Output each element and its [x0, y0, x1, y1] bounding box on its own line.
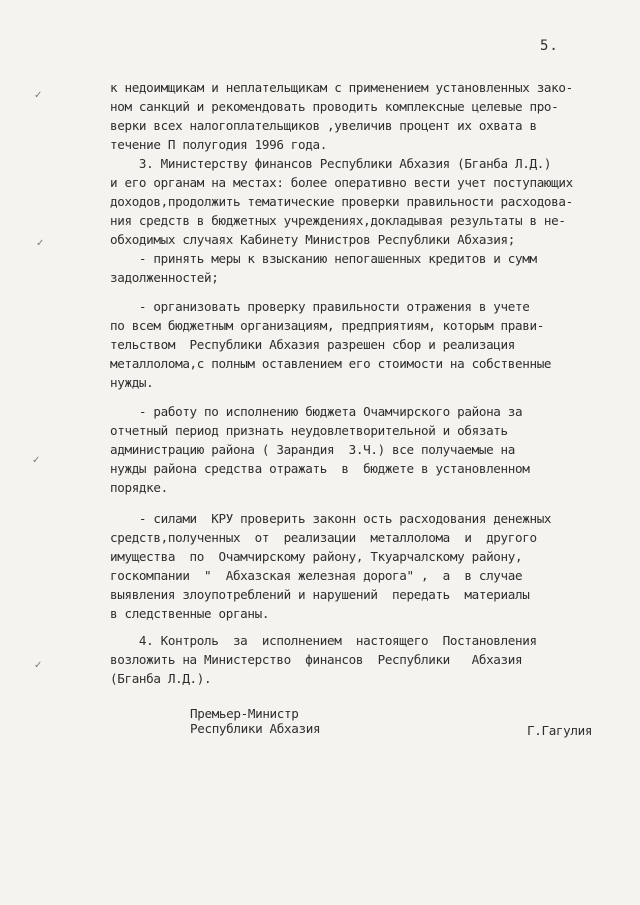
body-line: ном санкций и рекомендовать проводить комплексные целевые про-	[110, 99, 559, 114]
margin-mark: ✓	[36, 238, 45, 249]
body-line: 3. Министерству финансов Республики Абхазия (Бганба Л.Д.)	[110, 156, 552, 171]
body-line: задолженностей;	[110, 270, 219, 285]
body-line: 4. Контроль за исполнением настоящего Постановления	[110, 633, 537, 648]
body-line: и его органам на местах: более оперативно вести учет поступающих	[110, 175, 573, 190]
body-line: отчетный период признать неудовлетворительной и обязать	[110, 423, 508, 438]
body-line: средств,полученных от реализации металлолома и другого	[110, 530, 537, 545]
body-line: металлолома,с полным оставлением его стоимости на собственные	[110, 356, 552, 371]
body-line: нужды.	[110, 375, 154, 390]
body-line: администрацию района ( Зарандия З.Ч.) все получаемые на	[110, 442, 515, 457]
signatory-title-line1: Премьер-Министр	[190, 706, 299, 721]
body-line: возложить на Министерство финансов Республики Абхазия	[110, 652, 523, 667]
body-line: по всем бюджетным организациям, предприятиям, которым прави-	[110, 318, 544, 333]
body-line: тельством Республики Абхазия разрешен сбор и реализация	[110, 337, 515, 352]
signatory-name: Г.Гагулия	[527, 723, 593, 738]
body-line: - организовать проверку правильности отражения в учете	[110, 299, 530, 314]
body-line: - работу по исполнению бюджета Очамчирского района за	[110, 404, 523, 419]
body-line: нужды района средства отражать в бюджете в установленном	[110, 461, 530, 476]
body-line: верки всех налогоплательщиков ,увеличив процент их охвата в	[110, 118, 537, 133]
page-number: 5.	[540, 38, 559, 54]
body-line: доходов,продолжить тематические проверки правильности расходова-	[110, 194, 573, 209]
body-line: - силами КРУ проверить законн ость расходования денежных	[110, 511, 552, 526]
body-line: имущества по Очамчирскому району, Ткуарчалскому району,	[110, 549, 523, 564]
body-line: обходимых случаях Кабинету Министров Республики Абхазия;	[110, 232, 515, 247]
body-line: в следственные органы.	[110, 606, 270, 621]
body-line: течение П полугодия 1996 года.	[110, 137, 327, 152]
body-line: порядке.	[110, 480, 168, 495]
body-line: ния средств в бюджетных учреждениях,докладывая результаты в не-	[110, 213, 566, 228]
margin-mark: ✓	[34, 660, 43, 671]
body-line: к недоимщикам и неплательщикам с применением установленных зако-	[110, 80, 573, 95]
body-line: - принять меры к взысканию непогашенных кредитов и сумм	[110, 251, 537, 266]
body-line: госкомпании " Абхазская железная дорога" , а в случае	[110, 568, 523, 583]
margin-mark: ✓	[34, 90, 43, 101]
signatory-title-line2: Республики Абхазия	[190, 721, 321, 736]
body-line: выявления злоупотреблений и нарушений передать материалы	[110, 587, 530, 602]
margin-mark: ✓	[32, 455, 41, 466]
body-line: (Бганба Л.Д.).	[110, 671, 212, 686]
